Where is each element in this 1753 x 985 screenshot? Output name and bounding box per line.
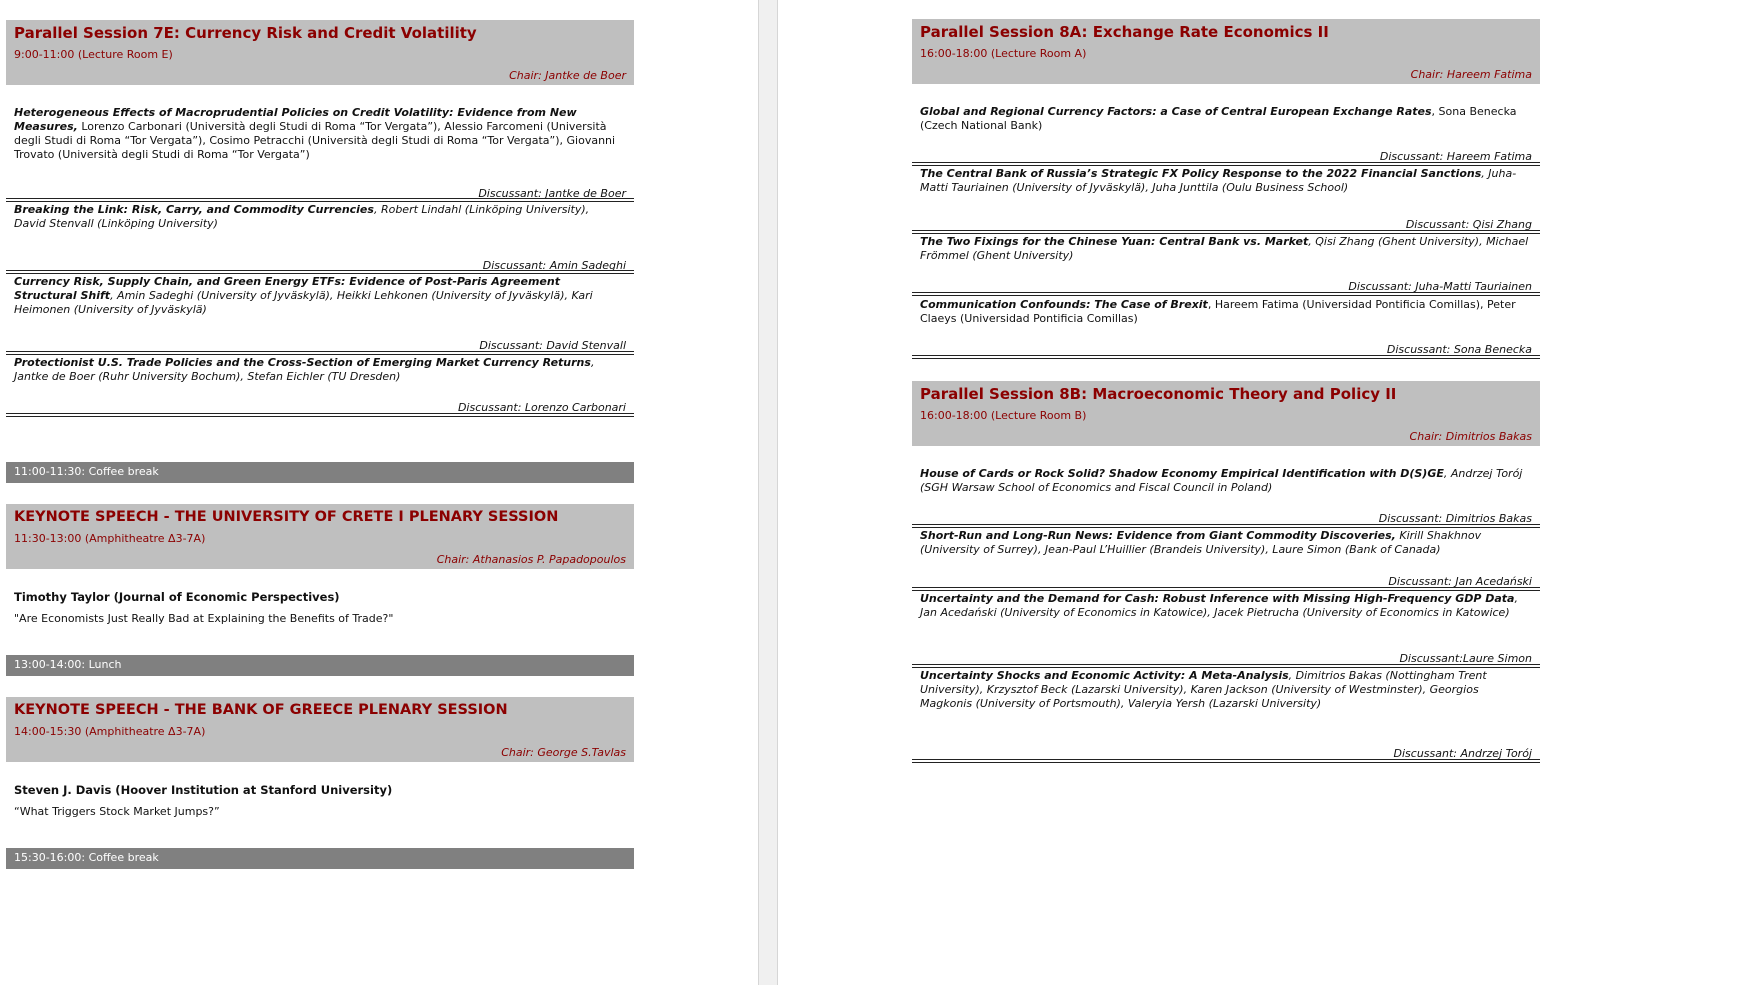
paper-item: [14, 356, 624, 384]
session-title: Parallel Session 7E: Currency Risk and Credit Volatility: [14, 24, 477, 42]
keynote-chair: Chair: Athanasios P. Papadopoulos: [436, 553, 626, 566]
paper-discussant: Discussant: Lorenzo Carbonari: [457, 401, 626, 414]
paper-discussant: Discussant: Sona Benecka: [1386, 343, 1532, 356]
keynote-speaker: Steven J. Davis (Hoover Institution at Stanford University): [14, 783, 393, 797]
session-7e-header: [6, 20, 634, 85]
paper-discussant: Discussant: Jantke de Boer: [478, 187, 626, 200]
divider: [6, 270, 634, 274]
keynote-time: 14:00-15:30 (Amphitheatre Δ3-7A): [14, 725, 206, 738]
paper-title: Currency Risk, Supply Chain, and Green Energy ETFs: Evidence of Post-Paris Agreement Structural Shift: [14, 275, 560, 302]
keynote-title: KEYNOTE SPEECH - THE BANK OF GREECE PLENARY SESSION: [14, 702, 508, 718]
keynote-2-header: [6, 697, 634, 762]
paper-item: [920, 235, 1532, 263]
paper-title: The Central Bank of Russia’s Strategic FX Policy Response to the 2022 Financial Sanctions: [920, 167, 1482, 180]
document-page-left: [0, 0, 758, 985]
paper-title: The Two Fixings for the Chinese Yuan: Central Bank vs. Market: [920, 235, 1309, 248]
paper-discussant: Discussant: Juha-Matti Tauriainen: [1348, 280, 1532, 293]
divider: [912, 587, 1540, 591]
paper-authors: , Juha-Matti Tauriainen (University of Jyväskylä), Juha Junttila (Oulu Business School): [920, 167, 1517, 194]
break-bar-coffee: 11:00-11:30: Coffee break: [6, 462, 634, 483]
paper-item: [920, 592, 1532, 620]
divider: [6, 413, 634, 417]
break-bar-coffee: 15:30-16:00: Coffee break: [6, 848, 634, 869]
paper-title: Uncertainty and the Demand for Cash: Robust Inference with Missing High-Frequency GDP Data: [920, 592, 1515, 605]
session-time: 9:00-11:00 (Lecture Room E): [14, 48, 173, 61]
keynote-chair: Chair: George S.Tavlas: [501, 746, 626, 759]
session-8b-header: [912, 381, 1540, 446]
page-gutter: [758, 0, 778, 985]
divider: [912, 759, 1540, 763]
paper-authors: , Amin Sadeghi (University of Jyväskylä), Heikki Lehkonen (University of Jyväskylä), Kari Heimonen (University of Jyväskylä): [14, 289, 593, 316]
keynote-talk-title: "Are Economists Just Really Bad at Explaining the Benefits of Trade?": [14, 612, 394, 625]
paper-authors: , Robert Lindahl (Linköping University), David Stenvall (Linköping University): [14, 203, 590, 230]
paper-item: [920, 105, 1532, 133]
paper-item: [920, 167, 1532, 195]
paper-title: Heterogeneous Effects of Macroprudential Policies on Credit Volatility: Evidence from New Measures,: [14, 106, 577, 133]
keynote-title: KEYNOTE SPEECH - THE UNIVERSITY OF CRETE I PLENARY SESSION: [14, 509, 559, 525]
divider: [6, 198, 634, 202]
paper-authors: Kirill Shakhnov (University of Surrey), Jean-Paul L’Huillier (Brandeis University), Laure Simon (Bank of Canada): [920, 529, 1482, 556]
paper-discussant: Discussant: David Stenvall: [479, 339, 626, 352]
divider: [912, 162, 1540, 166]
session-chair: Chair: Hareem Fatima: [1410, 68, 1532, 81]
paper-item: [14, 275, 624, 317]
session-title: Parallel Session 8A: Exchange Rate Economics II: [920, 23, 1329, 41]
paper-item: [920, 298, 1532, 326]
session-time: 16:00-18:00 (Lecture Room A): [920, 47, 1087, 60]
divider: [912, 230, 1540, 234]
keynote-talk-title: “What Triggers Stock Market Jumps?”: [14, 805, 220, 818]
paper-discussant: Discussant: Amin Sadeghi: [482, 259, 626, 272]
paper-authors: , Sona Benecka (Czech National Bank): [920, 105, 1517, 132]
paper-item: [14, 203, 624, 231]
divider: [6, 351, 634, 355]
session-8a-header: [912, 19, 1540, 84]
paper-title: Breaking the Link: Risk, Carry, and Commodity Currencies: [14, 203, 374, 216]
break-bar-lunch: 13:00-14:00: Lunch: [6, 655, 634, 676]
paper-authors: , Qisi Zhang (Ghent University), Michael Frömmel (Ghent University): [920, 235, 1529, 262]
paper-title: Communication Confounds: The Case of Brexit: [920, 298, 1208, 311]
divider: [912, 524, 1540, 528]
session-title: Parallel Session 8B: Macroeconomic Theory and Policy II: [920, 385, 1397, 403]
keynote-1-header: [6, 504, 634, 569]
paper-discussant: Discussant:Laure Simon: [1399, 652, 1532, 665]
paper-discussant: Discussant: Andrzej Torój: [1393, 747, 1532, 760]
divider: [912, 664, 1540, 668]
paper-authors: , Jan Acedański (University of Economics in Katowice), Jacek Pietrucha (University of Economics in Katowice): [920, 592, 1518, 619]
paper-item: [14, 106, 624, 162]
paper-authors: , Hareem Fatima (Universidad Pontificia Comillas), Peter Claeys (Universidad Pontificia Comillas): [920, 298, 1516, 325]
paper-title: Uncertainty Shocks and Economic Activity: A Meta-Analysis: [920, 669, 1289, 682]
paper-discussant: Discussant: Dimitrios Bakas: [1378, 512, 1532, 525]
paper-authors: , Jantke de Boer (Ruhr University Bochum), Stefan Eichler (TU Dresden): [14, 356, 595, 383]
divider: [912, 355, 1540, 359]
paper-authors: , Dimitrios Bakas (Nottingham Trent University), Krzysztof Beck (Lazarski University), Karen Jackson (University of Westminster), Georgios Magkonis (University of Portsmouth), Valeryia Yersh (Lazarski University): [920, 669, 1487, 710]
paper-item: [920, 529, 1532, 557]
paper-discussant: Discussant: Qisi Zhang: [1405, 218, 1532, 231]
session-time: 16:00-18:00 (Lecture Room B): [920, 409, 1087, 422]
paper-item: [920, 467, 1532, 495]
paper-authors: Lorenzo Carbonari (Università degli Studi di Roma “Tor Vergata”), Alessio Farcomeni (Università degli Studi di Roma “Tor Vergata”), Cosimo Petracchi (Università degli Studi di Roma “Tor Vergata”), Giovanni Trovato (Università degli Studi di Roma “Tor Vergata”): [14, 120, 616, 161]
paper-discussant: Discussant: Jan Acedański: [1388, 575, 1532, 588]
paper-discussant: Discussant: Hareem Fatima: [1379, 150, 1532, 163]
session-chair: Chair: Dimitrios Bakas: [1409, 430, 1532, 443]
paper-item: [920, 669, 1532, 711]
document-page-right: [778, 0, 1753, 985]
paper-title: Protectionist U.S. Trade Policies and the Cross-Section of Emerging Market Currency Returns: [14, 356, 591, 369]
paper-title: Short-Run and Long-Run News: Evidence from Giant Commodity Discoveries,: [920, 529, 1396, 542]
session-chair: Chair: Jantke de Boer: [509, 69, 626, 82]
paper-title: Global and Regional Currency Factors: a Case of Central European Exchange Rates: [920, 105, 1432, 118]
keynote-speaker: Timothy Taylor (Journal of Economic Perspectives): [14, 590, 340, 604]
keynote-time: 11:30-13:00 (Amphitheatre Δ3-7A): [14, 532, 206, 545]
divider: [912, 292, 1540, 296]
paper-title: House of Cards or Rock Solid? Shadow Economy Empirical Identification with D(S)GE: [920, 467, 1444, 480]
paper-authors: , Andrzej Torój (SGH Warsaw School of Economics and Fiscal Council in Poland): [920, 467, 1523, 494]
